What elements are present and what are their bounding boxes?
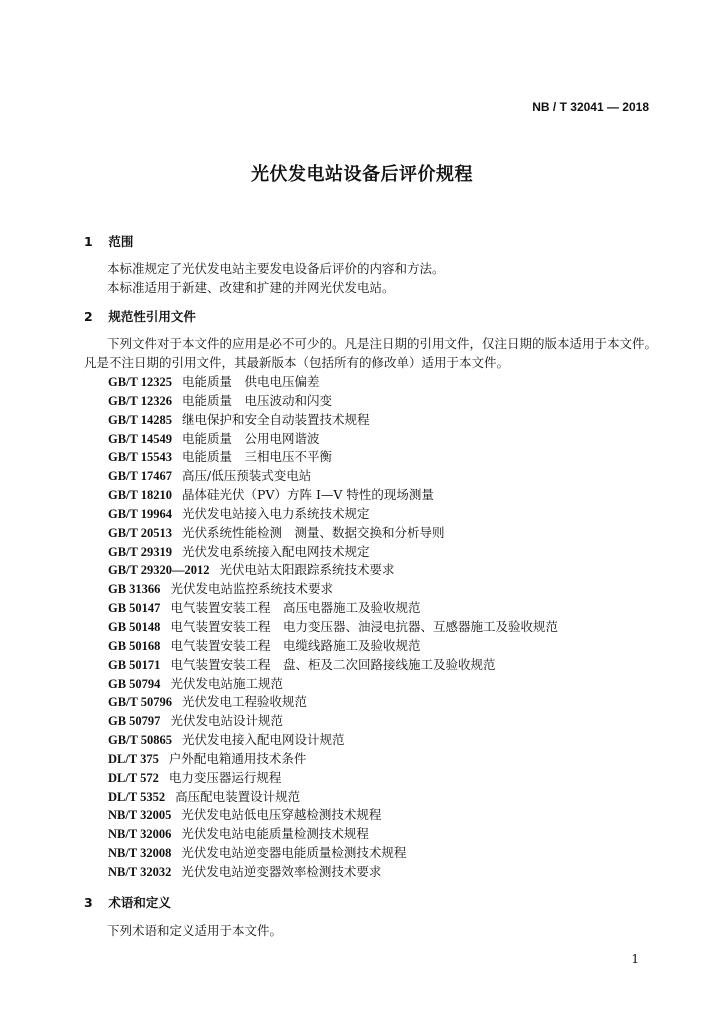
reference-item: [108, 844, 558, 863]
reference-code: GB/T 14285: [108, 412, 173, 427]
reference-item: [108, 618, 558, 637]
reference-code: GB/T 14549: [108, 431, 173, 446]
reference-item: [108, 712, 558, 731]
section-3-heading: [84, 893, 171, 911]
section-1-para-2: 本标准适用于新建、改建和扩建的并网光伏发电站。: [107, 280, 395, 295]
reference-code: GB/T 15543: [108, 450, 173, 465]
section-1-para-1: 本标准规定了光伏发电站主要发电设备后评价的内容和方法。: [107, 261, 445, 276]
reference-code: NB/T 32006: [108, 827, 172, 842]
reference-title: 电气装置安装工程 电力变压器、油浸电抗器、互感器施工及验收规范: [170, 618, 558, 634]
reference-code: NB/T 32005: [108, 808, 172, 823]
reference-title: 光伏发电站逆变器效率检测技术要求: [181, 863, 382, 879]
reference-item: [108, 505, 558, 524]
reference-title: 光伏发电站设计规范: [170, 713, 283, 729]
reference-code: GB 31366: [108, 582, 161, 597]
reference-item: [108, 486, 558, 505]
reference-item: [108, 637, 558, 656]
reference-title: 电气装置安装工程 盘、柜及二次回路接线施工及验收规范: [170, 656, 496, 672]
reference-item: [108, 373, 558, 392]
reference-title: 电能质量 公用电网谐波: [182, 430, 320, 446]
reference-code: GB/T 20513: [108, 525, 173, 540]
reference-item: [108, 580, 558, 599]
standard-number-header: NB / T 32041 — 2018: [532, 100, 649, 114]
reference-code: GB/T 29319: [108, 544, 173, 559]
reference-title: 光伏发电接入配电网设计规范: [182, 732, 345, 748]
section-3-para-1: 下列术语和定义适用于本文件。: [107, 923, 283, 938]
reference-code: GB 50148: [108, 619, 161, 634]
reference-item: [108, 524, 558, 543]
reference-item: [108, 411, 558, 430]
reference-code: NB/T 32008: [108, 846, 172, 861]
reference-item: [108, 788, 558, 807]
reference-code: GB/T 12326: [108, 393, 173, 408]
reference-title: 电能质量 供电电压偏差: [182, 374, 320, 389]
section-2-intro-line-1: 下列文件对于本文件的应用是必不可少的。凡是注日期的引用文件，仅注日期的版本适用于本文件。: [107, 336, 658, 351]
reference-title: 光伏发电站监控系统技术要求: [170, 581, 333, 597]
reference-title: 户外配电箱通用技术条件: [168, 750, 307, 766]
section-2-intro-line-2: 凡是不注日期的引用文件，其最新版本（包括所有的修改单）适用于本文件。: [84, 355, 510, 370]
reference-code: GB 50794: [108, 676, 161, 691]
reference-title: 光伏电站太阳跟踪系统技术要求: [219, 562, 395, 578]
reference-code: GB/T 19964: [108, 506, 173, 521]
page-number: 1: [631, 952, 639, 966]
reference-code: GB/T 50865: [108, 733, 173, 748]
reference-code: GB 50171: [108, 657, 161, 672]
reference-item: [108, 750, 558, 769]
reference-item: [108, 825, 558, 844]
reference-code: GB 50147: [108, 601, 161, 616]
reference-code: GB/T 29320—2012: [108, 563, 210, 578]
reference-code: GB/T 12325: [108, 375, 173, 389]
reference-title: 电气装置安装工程 电缆线路施工及验收规范: [170, 637, 421, 653]
reference-title: 光伏发电站低电压穿越检测技术规程: [181, 807, 382, 823]
reference-item: [108, 675, 558, 694]
reference-title: 光伏发电系统接入配电网技术规定: [182, 543, 370, 559]
section-2-heading: [84, 307, 196, 325]
reference-title: 光伏发电站逆变器电能质量检测技术规程: [181, 845, 407, 861]
reference-title: 电能质量 三相电压不平衡: [182, 449, 333, 465]
reference-title: 光伏系统性能检测 测量、数据交换和分析导则: [182, 524, 445, 540]
reference-title: 电气装置安装工程 高压电器施工及验收规范: [170, 600, 421, 616]
section-1-heading: [84, 232, 133, 250]
reference-code: NB/T 32032: [108, 864, 172, 879]
reference-code: GB 50168: [108, 638, 161, 653]
reference-item: [108, 769, 558, 788]
reference-item: [108, 392, 558, 411]
reference-item: [108, 599, 558, 618]
reference-title: 高压配电装置设计规范: [175, 788, 301, 804]
section-2-title: 规范性引用文件: [108, 309, 196, 324]
reference-item: [108, 467, 558, 486]
reference-code: GB/T 17467: [108, 469, 173, 484]
reference-item: [108, 561, 558, 580]
document-title: 光伏发电站设备后评价规程: [251, 164, 473, 185]
reference-code: DL/T 572: [108, 770, 159, 785]
reference-title: 光伏发电站施工规范: [170, 675, 283, 691]
reference-title: 高压/低压预装式变电站: [182, 468, 312, 484]
normative-references-list: [108, 373, 558, 882]
reference-title: 继电保护和安全自动装置技术规程: [182, 411, 370, 427]
reference-code: DL/T 375: [108, 751, 159, 766]
reference-title: 电能质量 电压波动和闪变: [182, 392, 333, 408]
reference-item: [108, 731, 558, 750]
reference-item: [108, 656, 558, 675]
reference-code: GB 50797: [108, 714, 161, 729]
reference-item: [108, 693, 558, 712]
reference-title: 晶体硅光伏（PV）方阵 I—V 特性的现场测量: [182, 487, 434, 503]
reference-title: 光伏发电工程验收规范: [182, 694, 308, 710]
reference-item: [108, 543, 558, 562]
section-3-number: 3: [84, 895, 93, 910]
section-2-number: 2: [84, 309, 93, 324]
section-1-number: 1: [84, 234, 93, 249]
reference-item: [108, 806, 558, 825]
reference-code: GB/T 50796: [108, 695, 173, 710]
reference-item: [108, 863, 558, 882]
reference-title: 光伏发电站电能质量检测技术规程: [181, 826, 369, 842]
reference-item: [108, 430, 558, 449]
reference-title: 光伏发电站接入电力系统技术规定: [182, 505, 370, 521]
section-3-title: 术语和定义: [108, 895, 171, 910]
reference-item: [108, 448, 558, 467]
section-1-title: 范围: [108, 234, 134, 249]
reference-title: 电力变压器运行规程: [168, 769, 282, 785]
reference-code: GB/T 18210: [108, 488, 173, 503]
reference-code: DL/T 5352: [108, 789, 166, 804]
